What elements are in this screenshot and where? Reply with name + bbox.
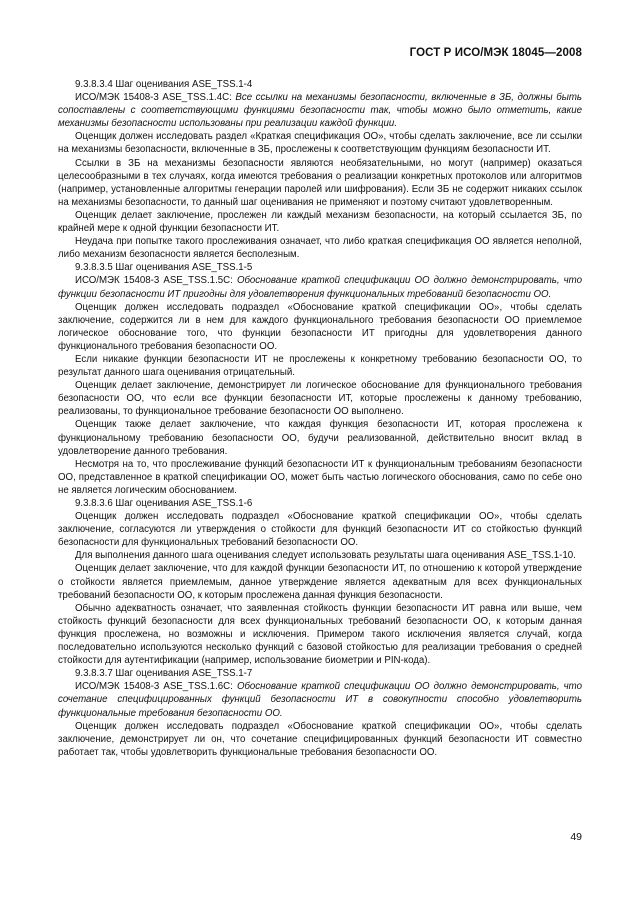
body-paragraph: Если никакие функции безопасности ИТ не прослежены к конкретному требованию безопасности ОО, то результат данного шага оценивания отрицательный. bbox=[58, 353, 582, 379]
document-body bbox=[58, 78, 582, 759]
document-code-header: ГОСТ Р ИСО/МЭК 18045—2008 bbox=[409, 47, 582, 59]
body-paragraph: Оценщик делает заключение, что для каждой функции безопасности ИТ, по отношению к которой утверждение о стойкости является приемлемым, данное утверждение является адекватным для всех функциональных требований безопасности ОО, к которым прослежена данная функция безопасности. bbox=[58, 563, 582, 601]
body-paragraph: Неудача при попытке такого прослеживания означает, что либо краткая спецификация ОО является неполной, либо механизм безопасности является бесполезным. bbox=[58, 236, 582, 261]
body-paragraph: Оценщик должен исследовать подраздел «Обоснование краткой спецификации ОО», чтобы сделать заключение, содержится ли в нем для каждого функционального требования безопасности ОО приемлемое логическое обоснование того, что функции безопасности ИТ пригодны для удовлетворения данного функционального требования безопасности ОО. bbox=[58, 301, 582, 352]
step-heading: 9.3.8.3.6 Шаг оценивания ASE_TSS.1-6 bbox=[75, 498, 253, 509]
standard-quote bbox=[58, 680, 582, 719]
quote-reference: ИСО/МЭК 15408-3 ASE_TSS.1.4C: bbox=[75, 92, 236, 104]
quote-text: Обоснование краткой спецификации ОО должно демонстрировать, что сочетание специфицированных функций безопасности ИТ в совокупности способно удовлетворить функциональные требования безопасности ОО. bbox=[58, 681, 583, 719]
body-paragraph: Оценщик также делает заключение, что каждая функция безопасности ИТ, которая прослежена к функциональному требованию безопасности ОО, будучи реализованной, действительно вносит вклад в удовлетворение данного требования. bbox=[58, 419, 582, 457]
quote-reference: ИСО/МЭК 15408-3 ASE_TSS.1.6C: bbox=[75, 681, 237, 693]
step-heading: 9.3.8.3.7 Шаг оценивания ASE_TSS.1-7 bbox=[75, 668, 253, 680]
page-number: 49 bbox=[570, 831, 582, 843]
step-heading: 9.3.8.3.4 Шаг оценивания ASE_TSS.1-4 bbox=[75, 79, 253, 90]
quote-reference: ИСО/МЭК 15408-3 ASE_TSS.1.5C: bbox=[75, 275, 237, 287]
body-paragraph: Оценщик должен исследовать подраздел «Обоснование краткой спецификации ОО», чтобы сделать заключение, согласуются ли утверждения о стойкости для функций безопасности ИТ со стойкостью функций безопасности для функциональных требований безопасности ОО. bbox=[58, 511, 582, 549]
body-paragraph: Оценщик делает заключение, демонстрирует ли логическое обоснование для функционального требования безопасности ОО, что если все функции безопасности ИТ, которые прослежены к данному требованию, реализованы, то функциональное требование безопасности ОО выполнено. bbox=[58, 380, 582, 418]
body-paragraph: Несмотря на то, что прослеживание функций безопасности ИТ к функциональным требованиям безопасности ОО, представленное в краткой спецификации ОО, может быть частью логического обоснования, само по себе оно не является логическим обоснованием. bbox=[58, 458, 582, 496]
step-heading: 9.3.8.3.5 Шаг оценивания ASE_TSS.1-5 bbox=[75, 262, 253, 274]
standard-quote bbox=[58, 274, 582, 300]
body-paragraph: Оценщик должен исследовать раздел «Краткая спецификация ОО», чтобы сделать заключение, все ли ссылки на механизмы безопасности, включенные в ЗБ, прослежены к соответствующим функциям безопасности ИТ. bbox=[58, 131, 582, 156]
standard-quote bbox=[58, 91, 582, 130]
body-paragraph: Оценщик делает заключение, прослежен ли каждый механизм безопасности, на который ссылается ЗБ, по крайней мере к одной функции безопасности ИТ. bbox=[58, 209, 582, 235]
quote-text: Все ссылки на механизмы безопасности, включенные в ЗБ, должны быть сопоставлены с соответствующими функциями безопасности так, чтобы можно было отметить, какие механизмы безопасности использованы при реализации каждой функции. bbox=[58, 92, 582, 130]
body-paragraph: Ссылки в ЗБ на механизмы безопасности являются необязательными, но могут (например) оказаться целесообразными в тех случаях, когда имеются требования о реализации конкретных протоколов или алгоритмов (например, установленные алгоритмы генерации паролей или шифрования). Если ЗБ не содержит никаких ссылок на механизмы безопасности, то данный шаг оценивания не применяют и поэтому считают удовлетворенным. bbox=[58, 157, 582, 208]
body-paragraph: Обычно адекватность означает, что заявленная стойкость функции безопасности ИТ равна или выше, чем стойкость функций безопасности для всех функциональных требований безопасности ОО, к которым данная функция прослежена, но возможны и исключения. Примером такого исключения является случай, когда последовательно используются несколько функций с базовой стойкостью для реализации требования о средней стойкости для аутентификации (например, использование биометрии и PIN-кода). bbox=[58, 602, 582, 667]
quote-text: Обоснование краткой спецификации ОО должно демонстрировать, что функции безопасности ИТ пригодны для удовлетворения функциональных требований безопасности ОО. bbox=[58, 275, 583, 300]
body-paragraph: Оценщик должен исследовать подраздел «Обоснование краткой спецификации ОО», чтобы сделать заключение, демонстрирует ли он, что сочетание специфицированных функций безопасности ИТ совместно работает так, чтобы удовлетворить функциональные требования безопасности ОО. bbox=[58, 720, 582, 758]
body-paragraph: Для выполнения данного шага оценивания следует использовать результаты шага оценивания ASE_TSS.1-10. bbox=[75, 550, 576, 562]
